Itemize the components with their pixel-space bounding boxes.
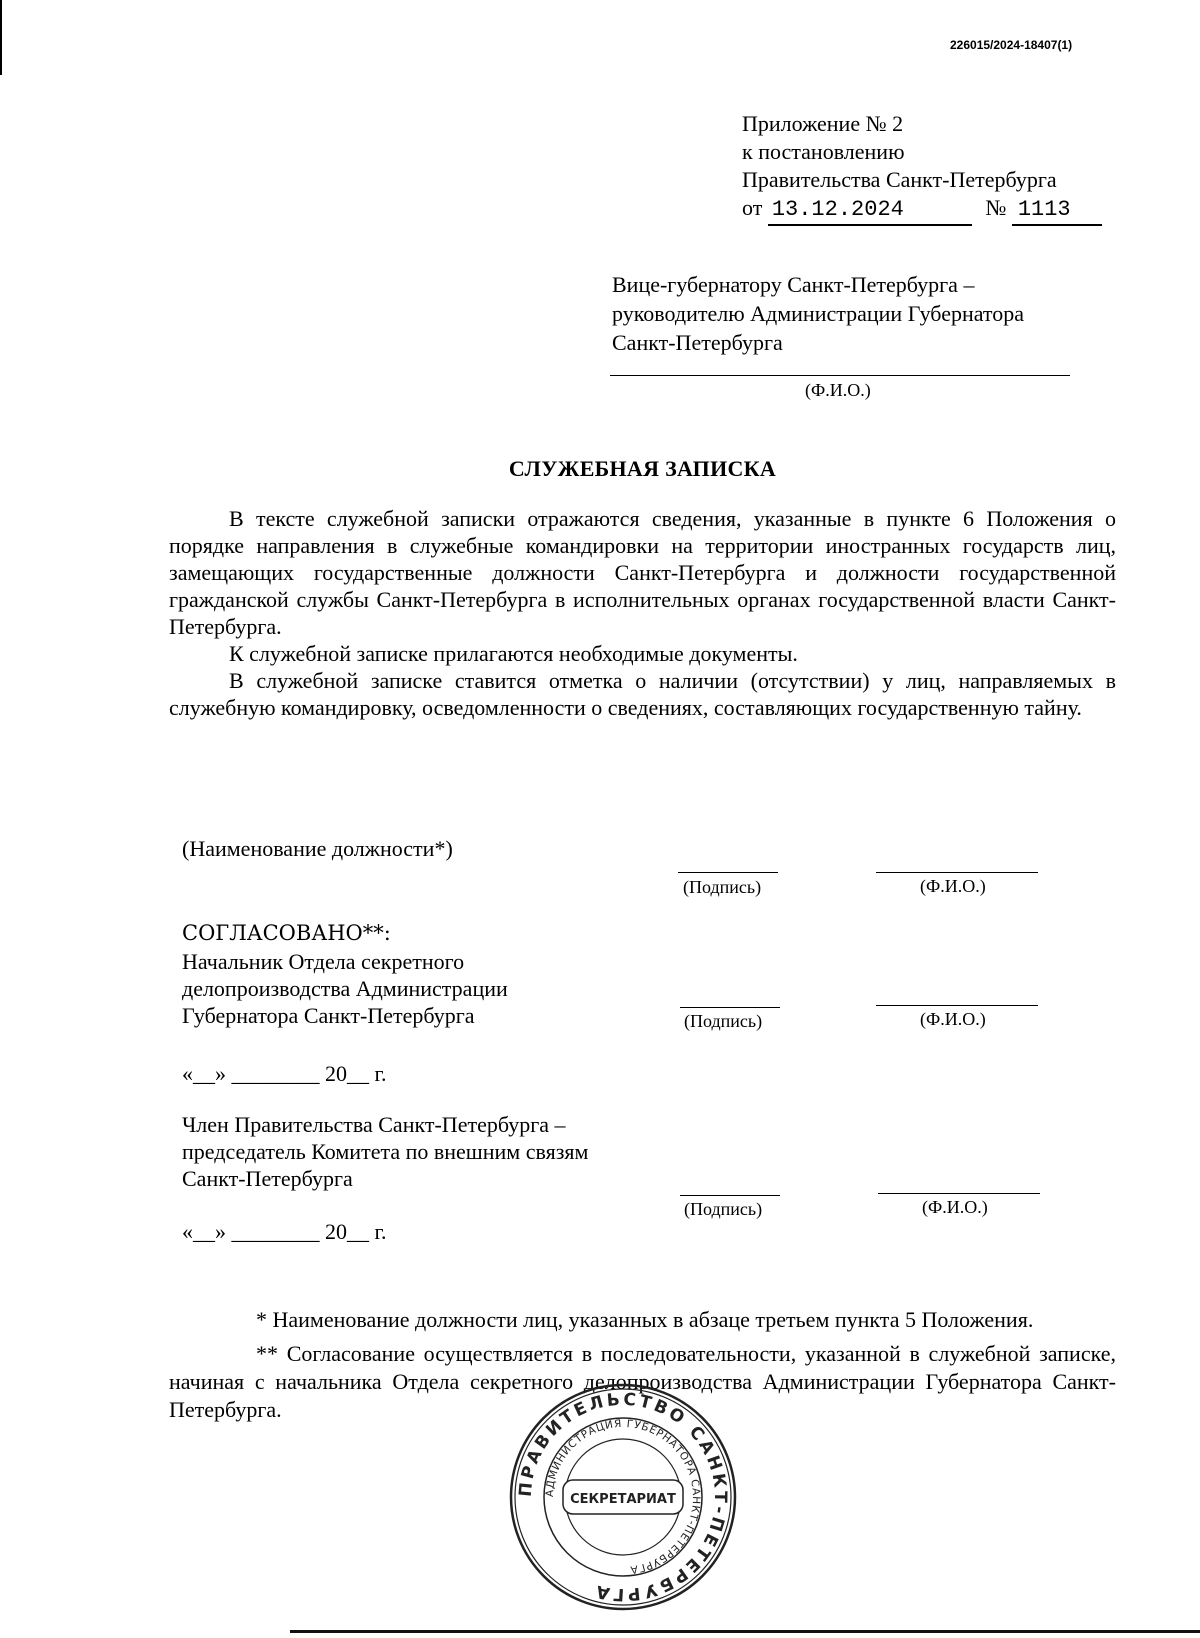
addressee-block xyxy=(612,270,1024,357)
appendix-date-row xyxy=(742,194,1102,226)
number-label: № xyxy=(985,195,1007,220)
approver-2 xyxy=(182,1111,588,1192)
addressee-line-2: руководителю Администрации Губернатора xyxy=(612,301,1025,326)
body-paragraph-3: В служебной записке ставится отметка о наличии (отсутствии) у лиц, направляемых в служебную командировку, осведомленности о сведениях, составляющих государственную тайну. xyxy=(169,668,1116,720)
official-seal-icon xyxy=(508,1382,738,1612)
fio-line-3 xyxy=(878,1193,1040,1194)
approver-1 xyxy=(182,948,508,1029)
signature-line-2 xyxy=(680,1007,780,1008)
document-registration-number: 226015/2024-18407(1) xyxy=(950,38,1073,52)
seal-outer-text: ПРАВИТЕЛЬСТВО САНКТ-ПЕТЕРБУРГА xyxy=(515,1389,731,1605)
signature-line-1 xyxy=(678,872,778,873)
approver-2-line-3: Санкт-Петербурга xyxy=(182,1166,353,1191)
fio-label-2: (Ф.И.О.) xyxy=(920,1009,986,1029)
approver-1-line-3: Губернатора Санкт-Петербурга xyxy=(182,1003,475,1028)
document-title: СЛУЖЕБНАЯ ЗАПИСКА xyxy=(508,456,777,481)
approver-1-line-2: делопроизводства Администрации xyxy=(182,976,508,1001)
fio-label-1: (Ф.И.О.) xyxy=(920,876,986,896)
resolution-date: 13.12.2024 xyxy=(768,196,972,226)
footnote-1: * Наименование должности лиц, указанных в абзаце третьем пункта 5 Положения. xyxy=(256,1307,1034,1332)
appendix-line-1: Приложение № 2 xyxy=(742,111,904,136)
appendix-line-3: Правительства Санкт-Петербурга xyxy=(742,167,1057,192)
body-paragraph-2: К служебной записке прилагаются необходимые документы. xyxy=(229,641,798,666)
signature-label-3: (Подпись) xyxy=(684,1199,763,1219)
resolution-number: 1113 xyxy=(1012,196,1102,226)
seal-inner-text: АДМИНИСТРАЦИЯ ГУБЕРНАТОРА САНКТ-ПЕТЕРБУРГА xyxy=(543,1417,703,1576)
addressee-fio-label: (Ф.И.О.) xyxy=(805,380,871,400)
date-line-2: «__» ________ 20__ г. xyxy=(182,1219,387,1244)
date-line-1: «__» ________ 20__ г. xyxy=(182,1061,387,1086)
approved-heading: СОГЛАСОВАНО**: xyxy=(182,921,391,945)
approver-2-line-2: председатель Комитета по внешним связям xyxy=(182,1139,589,1164)
addressee-fio-line xyxy=(610,375,1070,376)
scan-edge-mark xyxy=(0,0,2,75)
from-label: от xyxy=(742,195,763,220)
signature-line-3 xyxy=(680,1195,780,1196)
body-text xyxy=(169,505,1116,721)
fio-line-1 xyxy=(876,872,1038,873)
appendix-header xyxy=(742,110,1102,226)
approver-1-line-1: Начальник Отдела секретного xyxy=(182,949,465,974)
seal-center-text: СЕКРЕТАРИАТ xyxy=(570,1492,676,1507)
position-label: (Наименование должности*) xyxy=(182,836,453,861)
addressee-line-3: Санкт-Петербурга xyxy=(612,330,783,355)
body-paragraph-1: В тексте служебной записки отражаются сведения, указанные в пункте 6 Положения о порядке направления в служебные командировки на территории иностранных государств лиц, замещающих государственные должности Санкт-Петербурга и должности государственной гражданской службы Санкт-Петербурга в исполнительных органах государственной власти Санкт-Петербурга. xyxy=(169,506,1116,639)
footnote-2: ** Согласование осуществляется в последовательности, указанной в служебной записке, начиная с начальника Отдела секретного делопроизводства Администрации Губернатора Санкт-Петербурга. xyxy=(169,1341,1116,1422)
addressee-line-1: Вице-губернатору Санкт-Петербурга – xyxy=(612,272,975,297)
scan-bottom-edge xyxy=(290,1630,1200,1633)
signature-label-2: (Подпись) xyxy=(684,1011,763,1031)
signature-label-1: (Подпись) xyxy=(683,877,762,897)
fio-label-3: (Ф.И.О.) xyxy=(922,1197,988,1217)
appendix-line-2: к постановлению xyxy=(742,139,905,164)
approver-2-line-1: Член Правительства Санкт-Петербурга – xyxy=(182,1112,566,1137)
fio-line-2 xyxy=(876,1005,1038,1006)
